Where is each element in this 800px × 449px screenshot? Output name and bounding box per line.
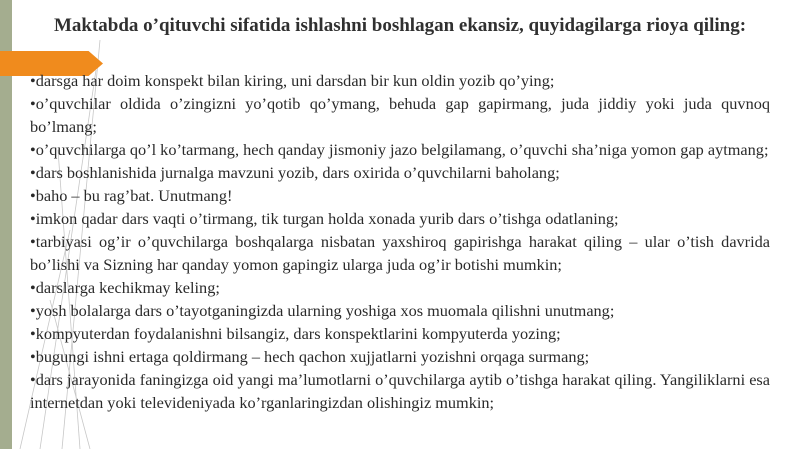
slide-title: Maktabda o’qituvchi sifatida ishlashni boshlagan ekansiz, quyidagilarga rioya qiling:	[53, 15, 747, 36]
bullet-item: •dars boshlanishida jurnalga mavzuni yozib, dars oxirida o’quvchilarni baholang;	[30, 163, 560, 182]
bullet-item: •tarbiyasi og’ir o’quvchilarga boshqalarga nisbatan yaxshiroq gapirishga harakat qiling – ular o’tish davrida bo’lishi va Sizning har qanday yomon gapingiz ularga juda og’ir botishi mumkin;	[30, 232, 770, 274]
bullet-item: •yosh bolalarga dars o’tayotganingizda ularning yoshiga xos muomala qilishni unutmang;	[30, 301, 615, 320]
bullet-list	[30, 69, 770, 414]
bullet-item: •baho – bu rag’bat. Unutmang!	[30, 186, 233, 205]
bullet-item: •kompyuterdan foydalanishni bilsangiz, dars konspektlarini kompyuterda yozing;	[30, 324, 561, 343]
bullet-item: •darsga har doim konspekt bilan kiring, uni darsdan bir kun oldin yozib qo’ying;	[30, 71, 555, 90]
bullet-item: •imkon qadar dars vaqti o’tirmang, tik turgan holda xonada yurib dars o’tishga odatlaning;	[30, 209, 619, 228]
bullet-item: •dars jarayonida faningizga oid yangi ma’lumotlarni o’quvchilarga aytib o’tishga harakat qiling. Yangiliklarni esa internetdan yoki televideniyada ko’rganlaringizdan olishingiz mumkin;	[30, 370, 770, 412]
bullet-item: •darslarga kechikmay keling;	[30, 278, 220, 297]
bullet-item: •bugungi ishni ertaga qoldirmang – hech qachon xujjatlarni yozishni orqaga surmang;	[30, 347, 590, 366]
bullet-item: •o’quvchilarga qo’l ko’tarmang, hech qanday jismoniy jazo belgilamang, o’quvchi sha’niga yomon gap aytmang;	[30, 140, 769, 159]
bullet-item: •o’quvchilar oldida o’zingizni yo’qotib qo’ymang, behuda gap gapirmang, juda jiddiy yoki juda quvnoq bo’lmang;	[30, 94, 770, 136]
